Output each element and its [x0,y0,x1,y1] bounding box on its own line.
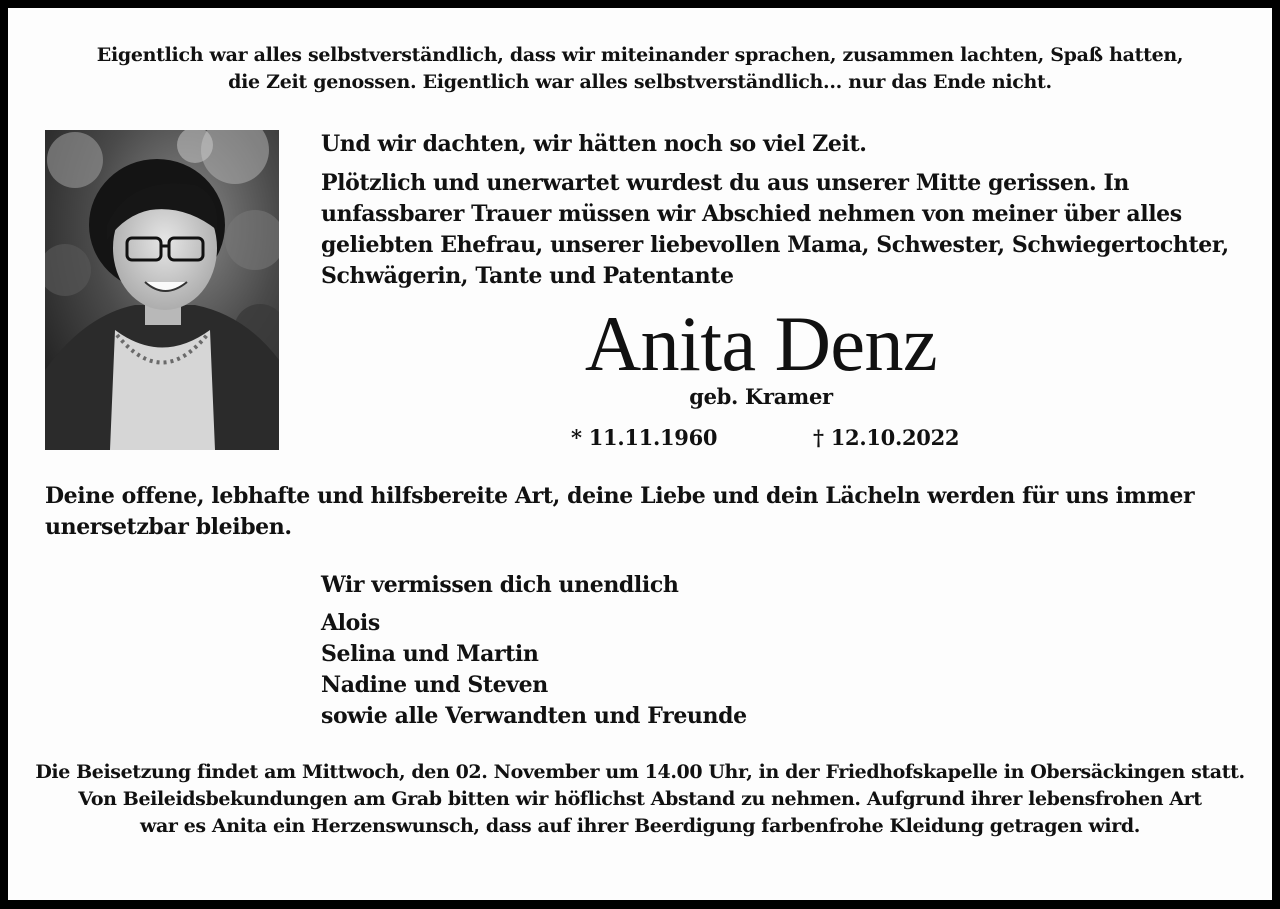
deceased-name: Anita Denz [584,300,938,387]
mourners-list [321,608,747,732]
obituary-card [8,8,1272,900]
missed-line: Wir vermissen dich unendlich [321,572,679,598]
intro-line: Und wir dachten, wir hätten noch so viel Zeit. [321,131,867,157]
maiden-name: geb. Kramer [689,384,833,409]
motto-line-2: die Zeit genossen. Eigentlich war alles selbstverständlich... nur das Ende nicht. [228,71,1052,93]
portrait-photo [45,130,279,450]
mourner-item: Alois [321,610,380,636]
mourner-item: Nadine und Steven [321,672,548,698]
mourner-item: Selina und Martin [321,641,539,667]
motto-quote [8,42,1272,96]
funeral-line-2: Von Beileidsbekundungen am Grab bitten wir höflichst Abstand zu nehmen. Aufgrund ihrer lebensfrohen Art [78,788,1202,810]
funeral-line-1: Die Beisetzung findet am Mittwoch, den 02. November um 14.00 Uhr, in der Friedhofskapelle in Obersäckingen statt. [35,761,1245,783]
death-date: † 12.10.2022 [813,425,960,450]
birth-date: * 11.11.1960 [571,425,718,450]
funeral-notice [8,759,1272,840]
death-announcement: Plötzlich und unerwartet wurdest du aus unserer Mitte gerissen. In unfassbarer Trauer müssen wir Abschied nehmen von meiner über alles geliebten Ehefrau, unserer liebevollen Mama, Schwester, Schwiegertochter, Schwägerin, Tante und Patentante [321,170,1229,289]
motto-line-1: Eigentlich war alles selbstverständlich, dass wir miteinander sprachen, zusammen lachten, Spaß hatten, [96,44,1184,66]
tribute-text: Deine offene, lebhafte und hilfsbereite Art, deine Liebe und dein Lächeln werden für uns immer unersetzbar bleiben. [45,483,1195,540]
funeral-line-3: war es Anita ein Herzenswunsch, dass auf ihrer Beerdigung farbenfrohe Kleidung getragen wird. [140,815,1140,837]
mourner-item: sowie alle Verwandten und Freunde [321,703,747,729]
